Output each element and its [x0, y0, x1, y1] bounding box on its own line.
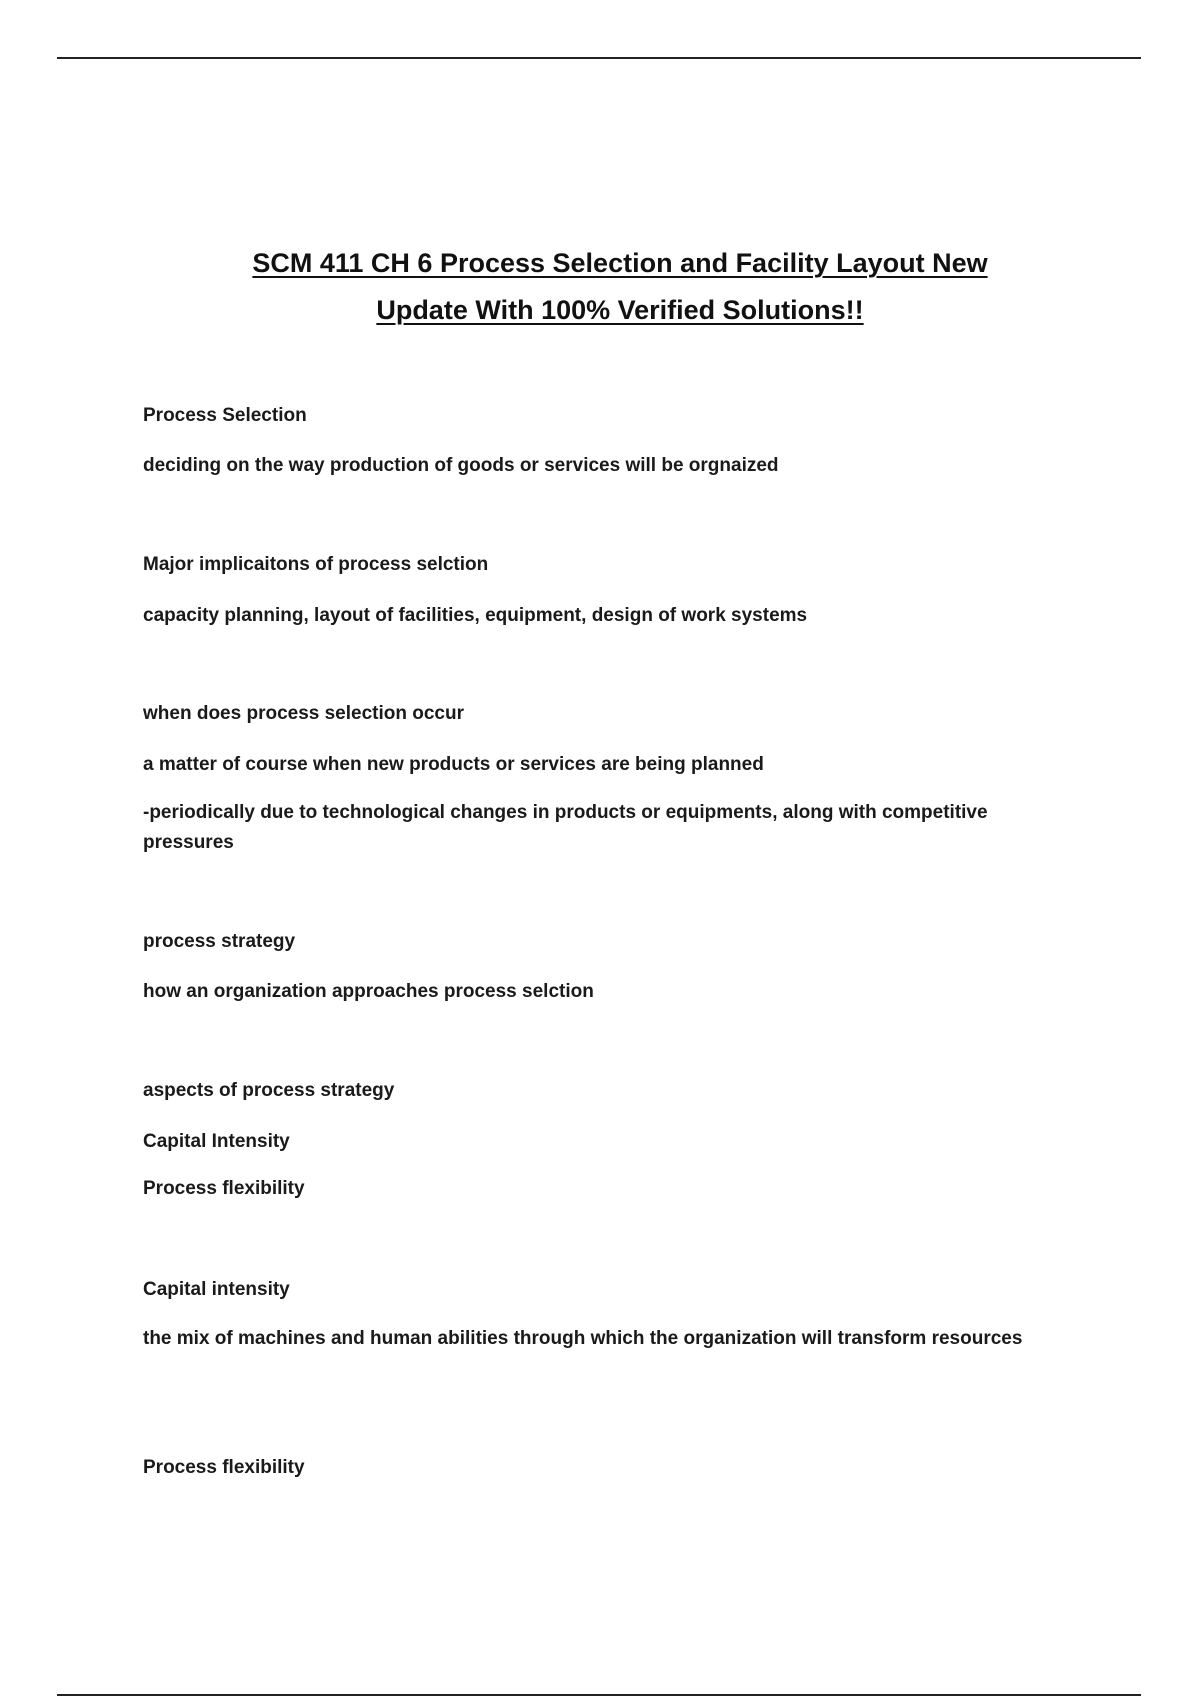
title-line-1: SCM 411 CH 6 Process Selection and Facility Layout New	[252, 248, 988, 278]
definition: a matter of course when new products or services are being planned	[143, 754, 764, 775]
document-title	[160, 240, 1080, 334]
term: process strategy	[143, 931, 296, 952]
definition: Process flexibility	[143, 1178, 305, 1199]
term: Process flexibility	[143, 1457, 305, 1478]
term: Process Selection	[143, 405, 307, 426]
definition: deciding on the way production of goods or services will be orgnaized	[143, 455, 779, 476]
term: when does process selection occur	[143, 703, 464, 724]
definition: how an organization approaches process selction	[143, 981, 594, 1002]
definition: Capital Intensity	[143, 1131, 290, 1152]
term: Capital intensity	[143, 1279, 290, 1300]
bottom-rule	[57, 1694, 1141, 1696]
definition: capacity planning, layout of facilities, equipment, design of work systems	[143, 605, 808, 626]
term: aspects of process strategy	[143, 1080, 395, 1101]
definition: the mix of machines and human abilities through which the organization will transform resources	[143, 1328, 1023, 1349]
definition: -periodically due to technological changes in products or equipments, along with competitive pressures	[143, 802, 988, 853]
title-line-2: Update With 100% Verified Solutions!!	[376, 295, 864, 325]
top-rule	[57, 57, 1141, 59]
term: Major implicaitons of process selction	[143, 554, 489, 575]
